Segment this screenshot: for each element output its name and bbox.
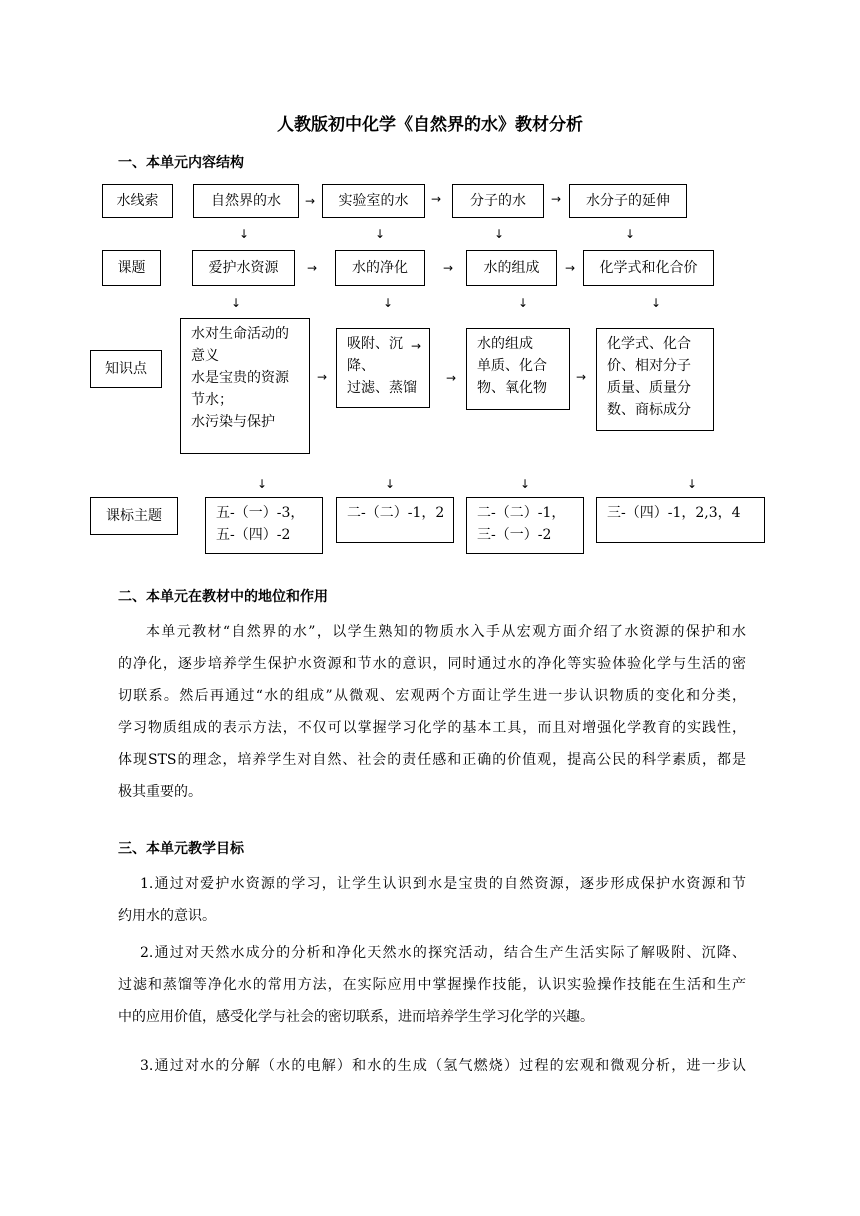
clue-box-1: 自然界的水 <box>193 184 299 218</box>
goal-3: 3.通过对水的分解（水的电解）和水的生成（氢气燃烧）过程的宏观和微观分析，进一步认 <box>140 1058 746 1074</box>
arrow-down-icon: ↓ <box>375 227 386 241</box>
standard-box-4: 三-（四）-1，2,3，4 <box>596 497 765 543</box>
arrow-down-icon: ↓ <box>385 477 396 491</box>
clue-box-4: 水分子的延伸 <box>569 184 687 218</box>
row-label-standard: 课标主题 <box>90 497 178 535</box>
row-label-topic: 课题 <box>102 250 161 286</box>
arrow-right-icon: → <box>317 370 328 384</box>
arrow-down-icon: ↓ <box>231 296 242 310</box>
topic-box-3: 水的组成 <box>466 250 557 286</box>
standard-box-2: 二-（二）-1，2 <box>336 497 454 543</box>
arrow-right-icon: → <box>446 371 457 385</box>
standard-box-3: 二-（二）-1， 三-（一）-2 <box>466 497 584 554</box>
goal-2: 2.通过对天然水成分的分析和净化天然水的探究活动，结合生产生活实际了解吸附、沉降、 过滤和蒸馏等净化水的常用方法，在实际应用中掌握操作技能，认识实验操作技能在生活和生产 中的应用价值，感受化学与社会的密切联系，进而培养学生学习化学的兴趣。 <box>118 945 746 1025</box>
arrow-down-icon: ↓ <box>687 477 698 491</box>
knowledge-box-3: 水的组成 单质、化合 物、氧化物 <box>466 328 570 410</box>
standard-box-1: 五-（一）-3， 五-（四）-2 <box>205 497 323 554</box>
arrow-right-icon: → <box>431 192 442 206</box>
clue-box-3: 分子的水 <box>452 184 544 218</box>
topic-box-2: 水的净化 <box>335 250 425 286</box>
topic-box-4: 化学式和化合价 <box>583 250 714 286</box>
row-label-knowledge: 知识点 <box>90 350 162 388</box>
arrow-down-icon: ↓ <box>257 477 268 491</box>
knowledge-box-1: 水对生命活动的 意义 水是宝贵的资源 节水； 水污染与保护 <box>180 318 310 454</box>
arrow-right-icon: → <box>565 261 576 275</box>
arrow-right-icon: → <box>411 339 422 353</box>
section1-heading: 一、本单元内容结构 <box>118 155 244 171</box>
section3-heading: 三、本单元教学目标 <box>118 841 244 857</box>
section2-heading: 二、本单元在教材中的地位和作用 <box>118 589 328 605</box>
section2-paragraph: 本单元教材“自然界的水”，以学生熟知的物质水入手从宏观方面介绍了水资源的保护和水 的净化，逐步培养学生保护水资源和节水的意识，同时通过水的净化等实验体验化学与生活的密 切联系。然后再通过“水的组成”从微观、宏观两个方面让学生进一步认识物质的变化和分类， 学习物质组成的表示方法，不仅可以掌握学习化学的基本工具，而且对增强化学教育的实践性， 体现STS的理念，培养学生对自然、社会的责任感和正确的价值观，提高公民的科学素质，都是 极其重要的。 <box>118 624 746 800</box>
arrow-right-icon: → <box>551 192 562 206</box>
page-title: 人教版初中化学《自然界的水》教材分析 <box>277 115 583 135</box>
arrow-right-icon: → <box>307 261 318 275</box>
arrow-right-icon: → <box>443 261 454 275</box>
arrow-down-icon: ↓ <box>625 227 636 241</box>
arrow-down-icon: ↓ <box>383 296 394 310</box>
arrow-right-icon: → <box>576 370 587 384</box>
arrow-down-icon: ↓ <box>520 477 531 491</box>
arrow-down-icon: ↓ <box>651 296 662 310</box>
arrow-right-icon: → <box>305 194 316 208</box>
row-label-clue: 水线索 <box>102 184 173 218</box>
arrow-down-icon: ↓ <box>518 296 529 310</box>
arrow-down-icon: ↓ <box>494 227 505 241</box>
knowledge-box-4: 化学式、化合 价、相对分子 质量、质量分 数、商标成分 <box>596 328 714 431</box>
knowledge-box-2: 吸附、沉 降、 过滤、蒸馏 <box>336 328 430 408</box>
topic-box-1: 爱护水资源 <box>192 250 295 286</box>
arrow-down-icon: ↓ <box>239 227 250 241</box>
clue-box-2: 实验室的水 <box>322 184 425 218</box>
goal-1: 1.通过对爱护水资源的学习，让学生认识到水是宝贵的自然资源，逐步形成保护水资源和节 约用水的意识。 <box>118 876 746 924</box>
